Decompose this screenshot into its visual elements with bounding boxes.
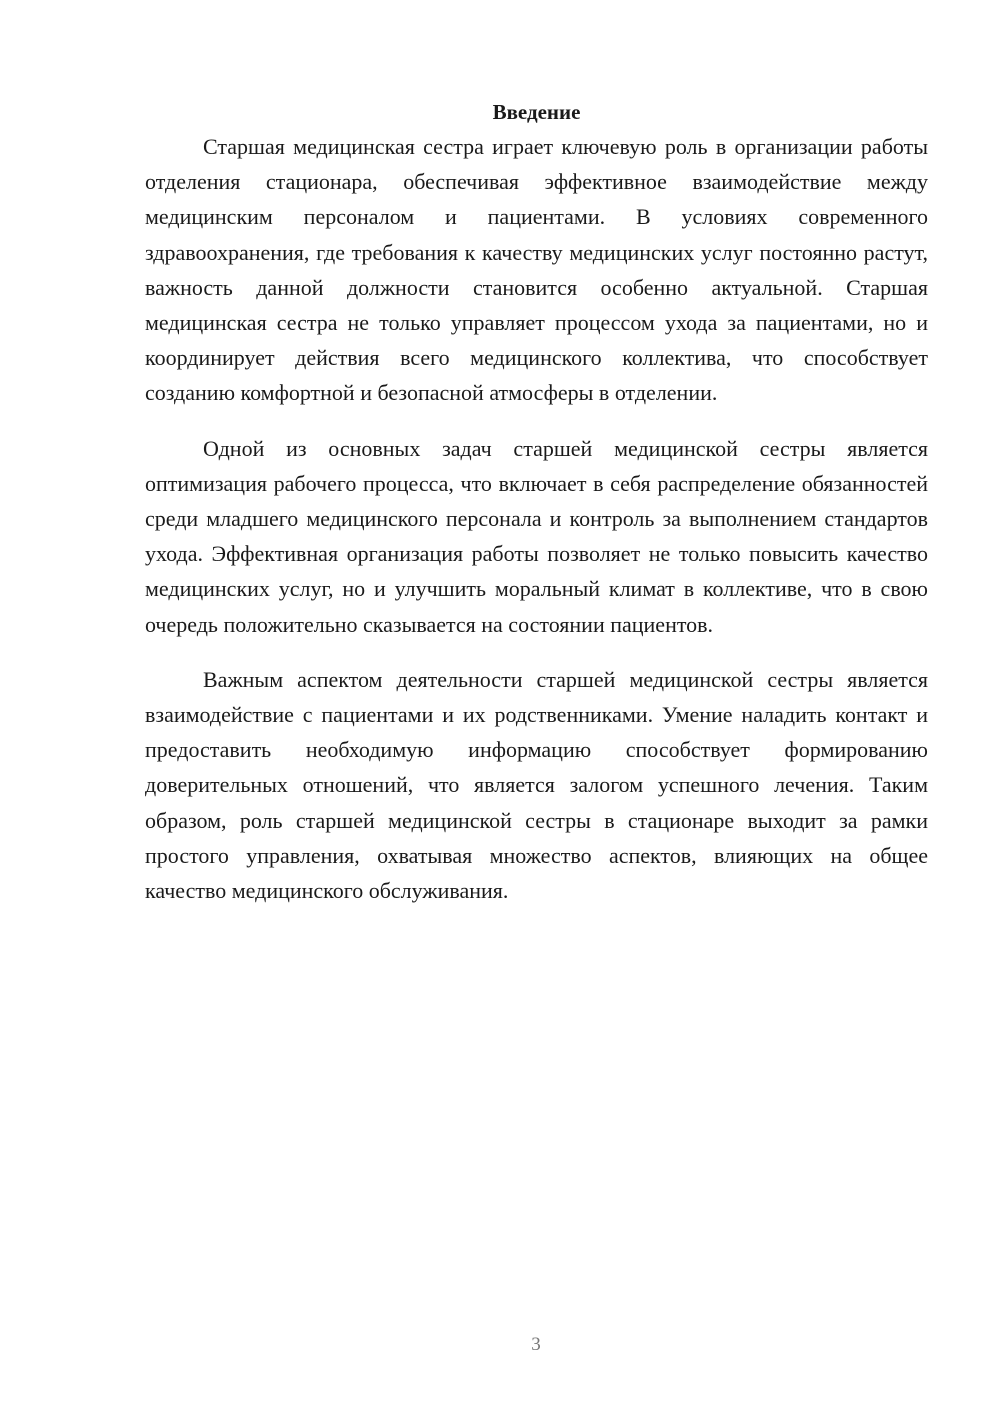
paragraph-1: Старшая медицинская сестра играет ключевую роль в организации работы отделения стационара, обеспечивая эффективное взаимодействие между медицинским персоналом и пациентами. В условиях современного здравоохранения, где требования к качеству медицинских услуг постоянно растут, важность данной должности становится особенно актуальной. Старшая медицинская сестра не только управляет процессом ухода за пациентами, но и координирует действия всего медицинского коллектива, что способствует созданию комфортной и безопасной атмосферы в отделении. bbox=[145, 134, 928, 406]
paragraph-2: Одной из основных задач старшей медицинской сестры является оптимизация рабочего процесса, что включает в себя распределение обязанностей среди младшего медицинского персонала и контроль за выполнением стандартов ухода. Эффективная организация работы позволяет не только повысить качество медицинских услуг, но и улучшить моральный климат в коллективе, что в свою очередь положительно сказывается на состоянии пациентов. bbox=[145, 435, 928, 637]
paragraph-3: Важным аспектом деятельности старшей медицинской сестры является взаимодействие с пациентами и их родственниками. Умение наладить контакт и предоставить необходимую информацию способствует формированию доверительных отношений, что является залогом успешного лечения. Таким образом, роль старшей медицинской сестры в стационаре выходит за рамки простого управления, охватывая множество аспектов, влияющих на общее качество медицинского обслуживания. bbox=[145, 666, 928, 904]
section-title: Введение bbox=[492, 100, 581, 124]
page-number: 3 bbox=[531, 1334, 541, 1355]
page-content bbox=[145, 96, 928, 908]
